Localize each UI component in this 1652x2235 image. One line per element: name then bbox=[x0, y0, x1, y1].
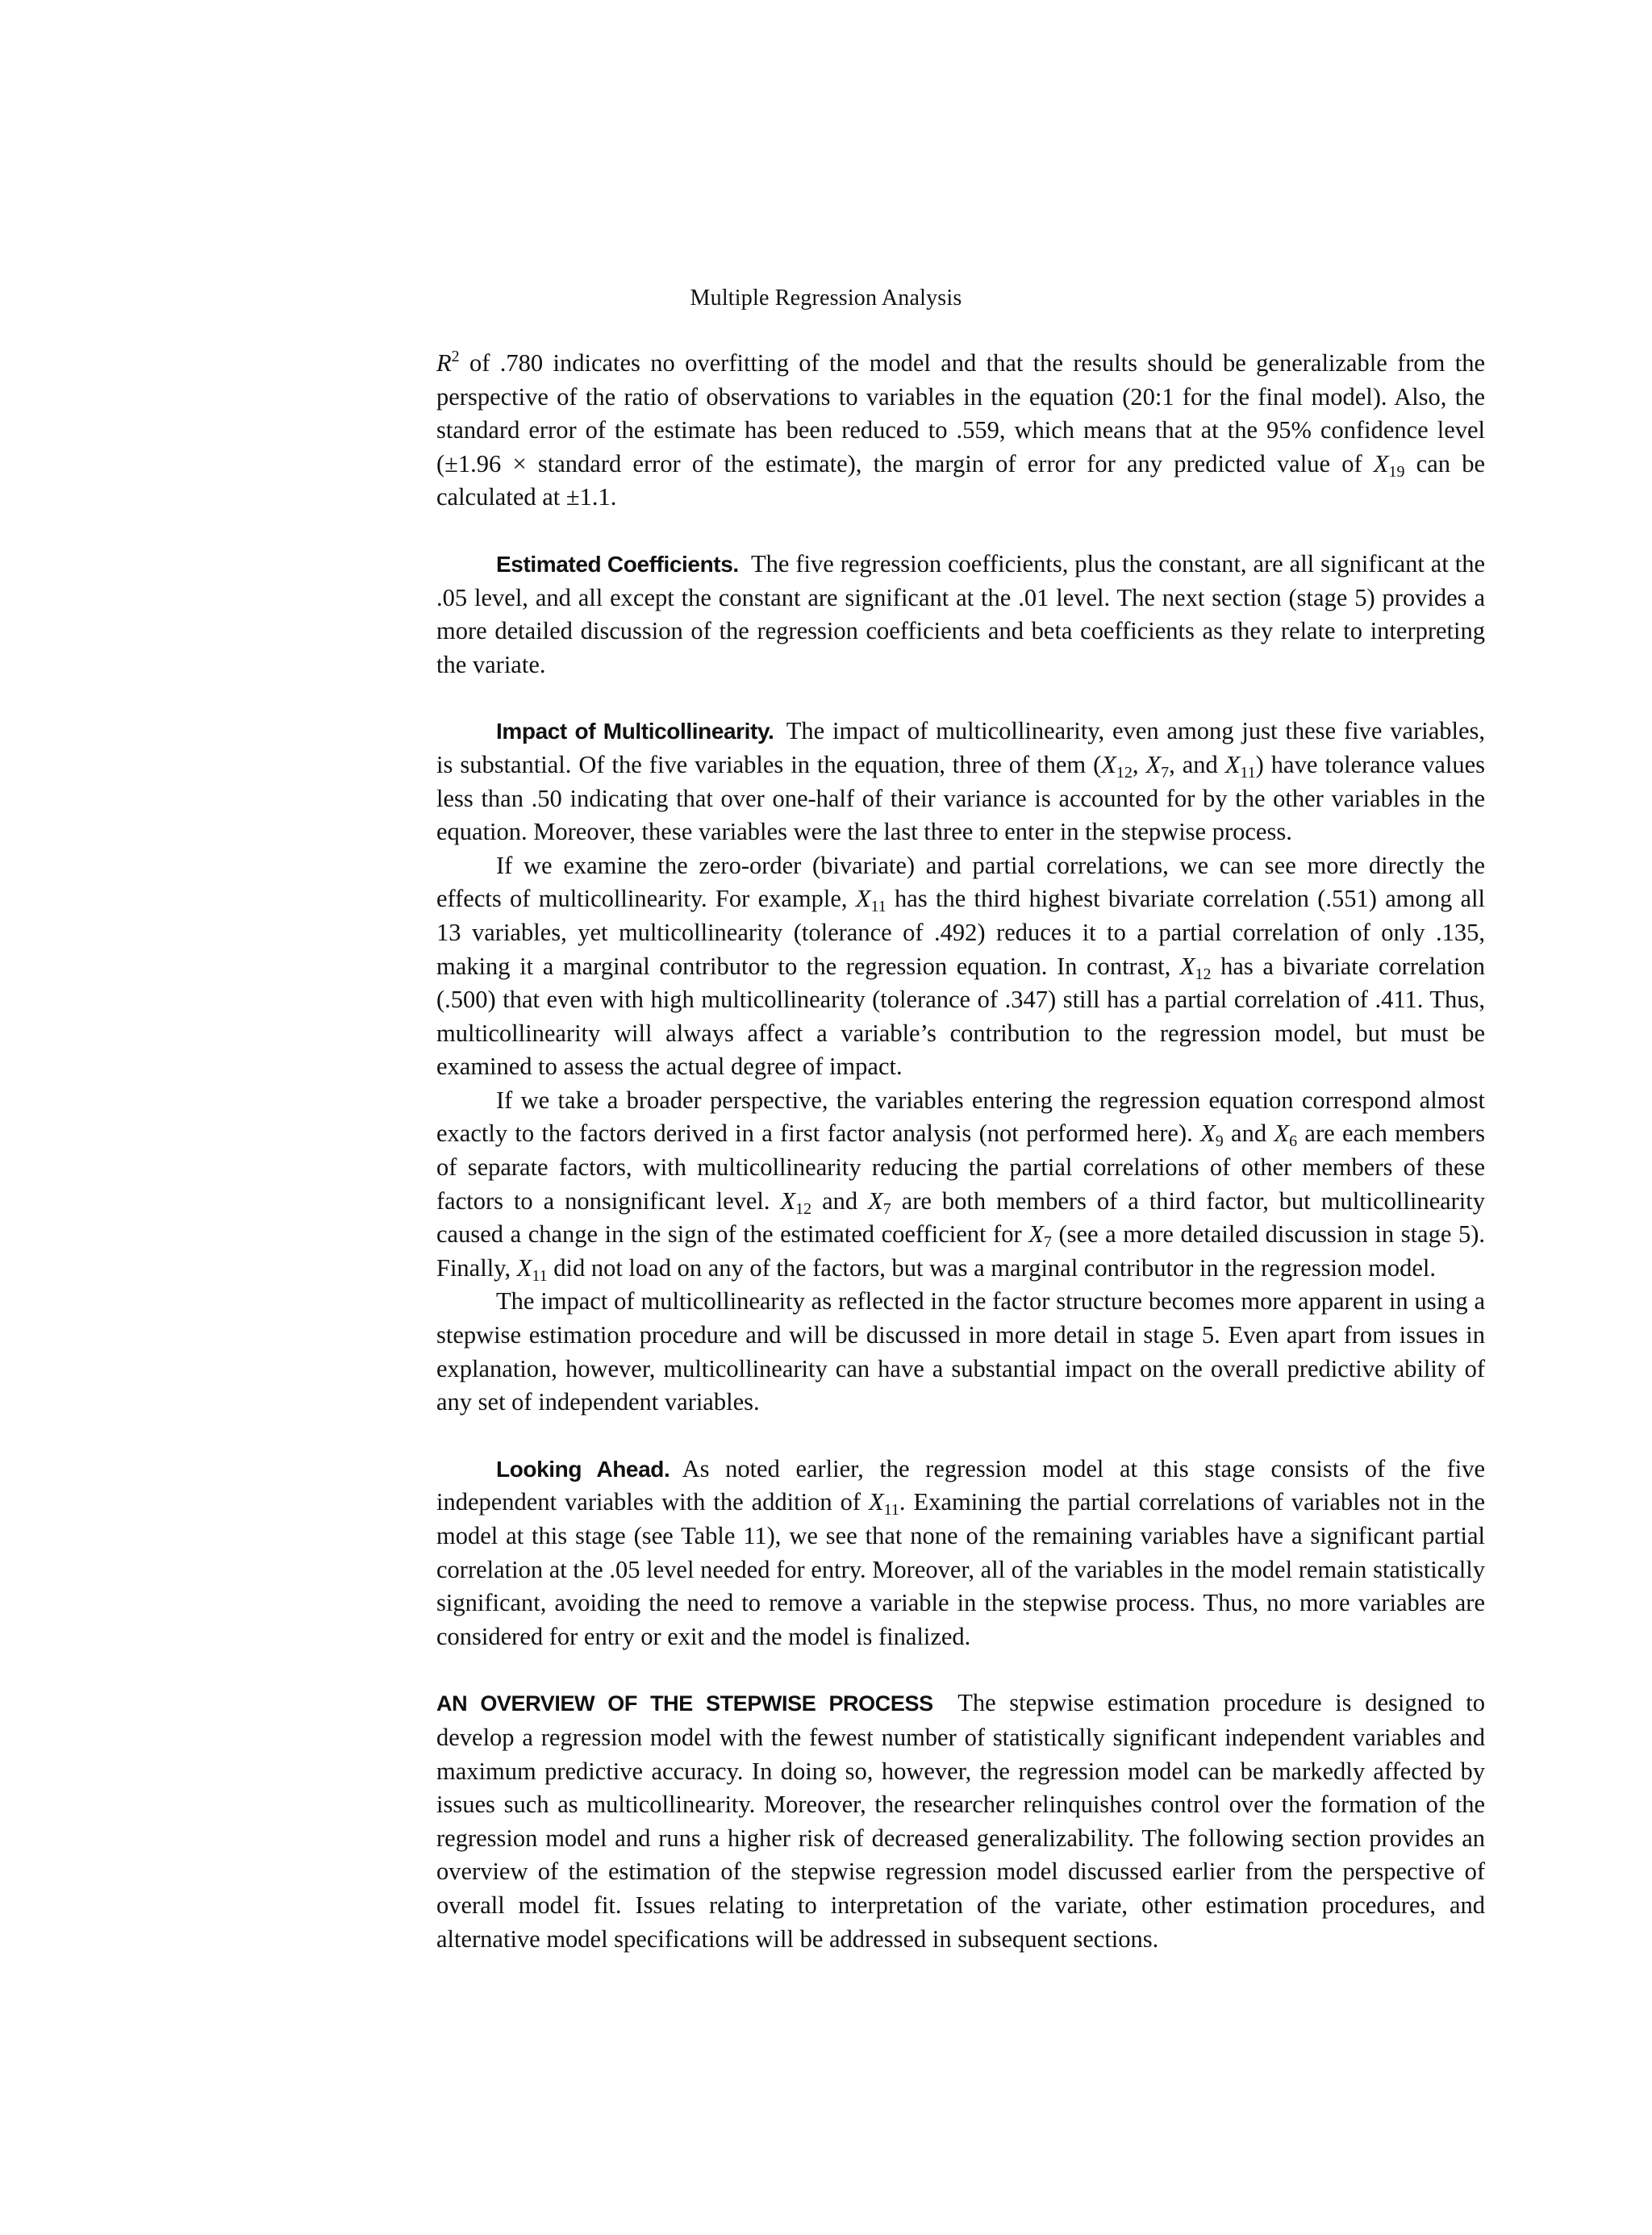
run-in-heading: Looking Ahead. bbox=[496, 1456, 670, 1482]
math-variable: X bbox=[516, 1253, 532, 1282]
math-variable: X bbox=[1224, 750, 1241, 778]
math-variable: X bbox=[1028, 1220, 1044, 1249]
section-heading: AN OVERVIEW OF THE STEPWISE PROCESS bbox=[436, 1691, 933, 1716]
math-variable: X bbox=[869, 1488, 884, 1516]
math-variable: X bbox=[855, 885, 871, 913]
paragraph: Estimated Coefficients. The five regression coefficients, plus the constant, are all significant at the .05 level, and all except the constant are significant at the .01 level. The next section (stage 5) provides a more detailed discussion of the regression coefficients and beta coefficients as they relate to interpreting the variate. bbox=[436, 549, 1485, 678]
paragraph: If we take a broader perspective, the variables entering the regression equation correspond almost exactly to the factors derived in a first factor analysis (not performed here). $X_9$ and $X_6$ are each members of separate factors, with multicollinearity reducing the partial correlations of other members of these factors to a nonsignificant level. $X_{12}$ and $X_7$ are both members of a third factor, but multicollinearity caused a change in the sign of the estimated coefficient for $X_7$ (see a more detailed discussion in stage 5). Finally, $X_{11}$ did not load on any of the factors, but was a marginal contributor in the regression model. bbox=[436, 1086, 1486, 1285]
paragraph: $R^2$ of .780 indicates no overfitting of the model and that the results should be generalizable from the perspective of the ratio of observations to variables in the equation (20:1 for the final model). Also, the standard error of the estimate has been reduced to .559, which means that at the 95% confidence level (±1.96 × standard error of the estimate), the margin of error for any predicted value of $X_{19}$ can be calculated at ±1.1. bbox=[436, 348, 1485, 511]
math-variable: X bbox=[1179, 952, 1195, 980]
paragraph: The impact of multicollinearity as reflected in the factor structure becomes more apparent in using a stepwise estimation procedure and will be discussed in more detail in stage 5. Even apart from issues in explanation, however, multicollinearity can have a substantial impact on the overall predictive ability of any set of independent variables. bbox=[436, 1287, 1485, 1416]
math-variable: X bbox=[780, 1186, 796, 1215]
math-variable: R bbox=[436, 349, 452, 377]
paragraph: Impact of Multicollinearity. The impact of multicollinearity, even among just these five variables, is substantial. Of the five variables in the equation, three of them ($X_{12}$, $X_7$, and $X_{11}$) have tolerance values less than .50 indicating that over one-half of their variance is accounted for by the other variables in the equation. Moreover, these variables were the last three to enter in the stepwise process. bbox=[436, 717, 1486, 846]
run-in-heading: Estimated Coefficients. bbox=[496, 551, 739, 577]
math-variable: X bbox=[1145, 750, 1162, 778]
body-text bbox=[436, 347, 1485, 1956]
math-variable: X bbox=[1200, 1120, 1216, 1148]
paragraph: If we examine the zero-order (bivariate) and partial correlations, we can see more directly the effects of multicollinearity. For example, $X_{11}$ has the third highest bivariate correlation (.551) among all 13 variables, yet multicollinearity (tolerance of .492) reduces it to a partial correlation of only .135, making it a marginal contributor to the regression equation. In contrast, $X_{12}$ has a bivariate correlation (.500) that even with high multicollinearity (tolerance of .347) still has a partial correlation of .411. Thus, multicollinearity will always affect a variable’s contribution to the regression model, but must be examined to assess the actual degree of impact. bbox=[436, 851, 1486, 1081]
run-in-heading: Impact of Multicollinearity. bbox=[496, 719, 774, 744]
paragraph: AN OVERVIEW OF THE STEPWISE PROCESS The stepwise estimation procedure is designed to develop a regression model with the fewest number of statistically significant independent variables and maximum predictive accuracy. In doing so, however, the regression model can be markedly affected by issues such as multicollinearity. Moreover, the researcher relinquishes control over the formation of the regression model and runs a higher risk of decreased generalizability. The following section provides an overview of the estimation of the stepwise regression model discussed earlier from the perspective of overall model fit. Issues relating to interpretation of the variate, other estimation procedures, and alternative model specifications will be addressed in subsequent sections. bbox=[436, 1689, 1485, 1953]
paragraph: Looking Ahead. As noted earlier, the regression model at this stage consists of the five independent variables with the addition of $X_{11}$. Examining the partial correlations of variables not in the model at this stage (see Table 11), we see that none of the remaining variables have a significant partial correlation at the .05 level needed for entry. Moreover, all of the variables in the model remain statistically significant, avoiding the need to remove a variable in the stepwise process. Thus, no more variables are considered for entry or exit and the model is finalized. bbox=[436, 1454, 1485, 1650]
running-head: Multiple Regression Analysis bbox=[690, 286, 962, 311]
math-variable: X bbox=[1101, 750, 1116, 778]
math-variable: X bbox=[1373, 449, 1389, 477]
math-variable: X bbox=[1274, 1120, 1290, 1148]
math-variable: X bbox=[868, 1186, 883, 1215]
